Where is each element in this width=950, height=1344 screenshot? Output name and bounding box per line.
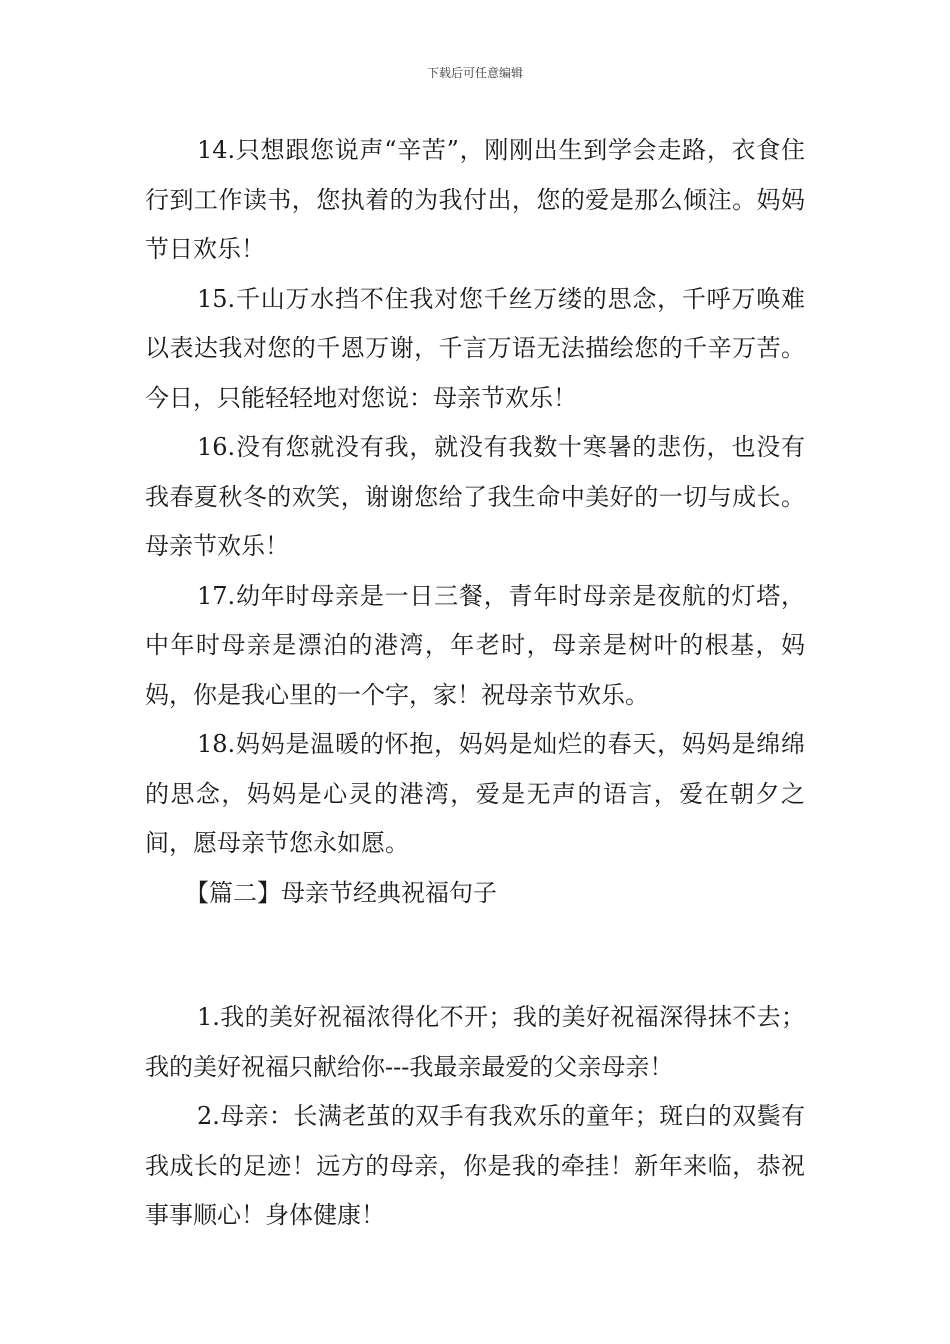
paragraph-1: 1.我的美好祝福浓得化不开；我的美好祝福深得抹不去；我的美好祝福只献给你---我最亲最爱的父亲母亲！ <box>145 1003 805 1081</box>
page-header-note: 下载后可任意编辑 <box>426 66 523 80</box>
paragraph-17: 17.幼年时母亲是一日三餐，青年时母亲是夜航的灯塔，中年时母亲是漂泊的港湾，年老时，母亲是树叶的根基，妈妈，你是我心里的一个字，家！祝母亲节欢乐。 <box>145 581 805 709</box>
paragraph-15: 15.千山万水挡不住我对您千丝万缕的思念，千呼万唤难以表达我对您的千恩万谢，千言万语无法描绘您的千辛万苦。今日，只能轻轻地对您说：母亲节欢乐！ <box>145 284 805 412</box>
paragraph-14: 14.只想跟您说声“辛苦”，刚刚出生到学会走路，衣食住行到工作读书，您执着的为我付出，您的爱是那么倾注。妈妈节日欢乐！ <box>145 136 805 263</box>
document-body <box>145 126 805 1241</box>
paragraph-2: 2.母亲：长满老茧的双手有我欢乐的童年；斑白的双鬓有我成长的足迹！远方的母亲，你是我的牵挂！新年来临，恭祝事事顺心！身体健康！ <box>145 1102 805 1229</box>
paragraph-18: 18.妈妈是温暖的怀抱，妈妈是灿烂的春天，妈妈是绵绵的思念，妈妈是心灵的港湾，爱是无声的语言，爱在朝夕之间，愿母亲节您永如愿。 <box>145 730 805 857</box>
section-heading: 【篇二】母亲节经典祝福句子 <box>185 878 497 907</box>
section-gap <box>145 918 805 993</box>
paragraph-16: 16.没有您就没有我，就没有我数十寒暑的悲伤，也没有我春夏秋冬的欢笑，谢谢您给了我生命中美好的一切与成长。母亲节欢乐！ <box>145 433 805 560</box>
